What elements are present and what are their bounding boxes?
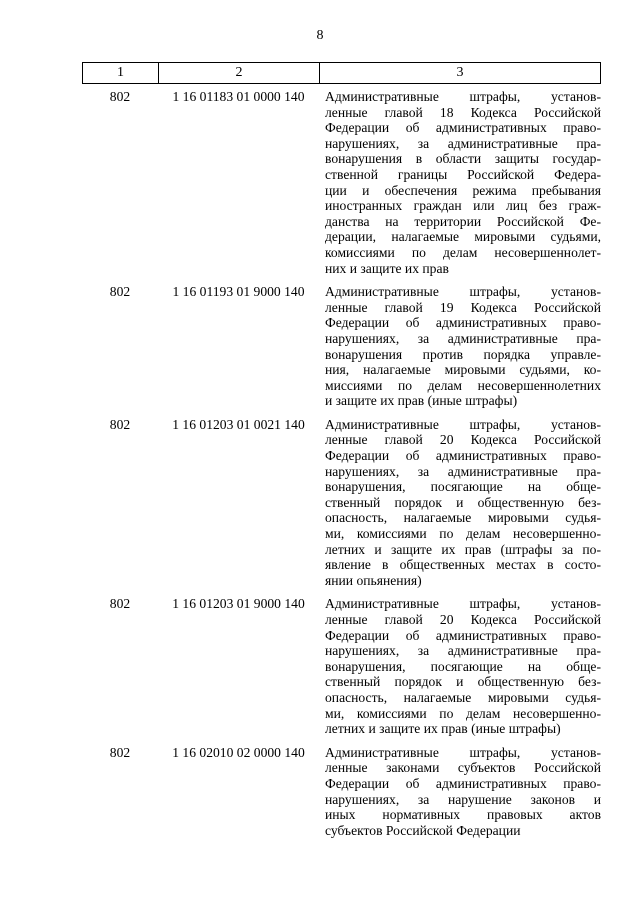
cell-code: 802: [109, 89, 131, 104]
description-line: дерации, налагаемые мировыми судьями,: [325, 229, 601, 245]
cell-kbk: 1 16 01183 01 0000 140: [172, 89, 305, 104]
description-line: вонарушения в области защиты государ-: [325, 151, 601, 167]
description-line: опасность, налагаемые мировыми судья-: [325, 689, 601, 705]
description-line: летних и защите их прав (штрафы за по-: [325, 541, 601, 557]
description-line: нарушениях, за нарушение законов и: [325, 791, 601, 807]
table-row: [82, 417, 601, 589]
description-line: вонарушения, посягающие на обще-: [325, 479, 601, 495]
description-line: вонарушения, посягающие на обще-: [325, 658, 601, 674]
cell-code: 802: [109, 596, 131, 612]
description-line: субъектов Российской Федерации: [325, 822, 521, 838]
cell-kbk: 1 16 01193 01 9000 140: [172, 284, 305, 300]
description-line: нарушениях, за административные пра-: [325, 135, 601, 151]
description-line: нарушениях, за административные пра-: [325, 330, 601, 346]
page-number: 8: [316, 28, 324, 43]
description-line: ленные главой 20 Кодекса Российской: [325, 432, 601, 448]
cell-kbk: 1 16 01203 01 9000 140: [172, 596, 305, 612]
description-line: Административные штрафы, установ-: [325, 596, 601, 612]
description-line: ми, комиссиями по делам несовершенно-: [325, 705, 601, 721]
description-line: иных нормативных правовых актов: [325, 807, 601, 823]
table-row: [82, 745, 601, 839]
description-line: ния, налагаемые мировыми судьями, ко-: [325, 362, 601, 378]
description-line: Федерации об административных право-: [325, 120, 601, 136]
description-line: комиссиями по делам несовершеннолет-: [325, 244, 601, 260]
description-line: нарушениях, за административные пра-: [325, 463, 601, 479]
description-line: Федерации об административных право-: [325, 627, 601, 643]
table-row: [82, 284, 601, 409]
table-header: [82, 62, 601, 84]
description-line: миссиями по делам несовершеннолетних: [325, 377, 601, 393]
description-line: летних и защите их прав (иные штрафы): [325, 721, 561, 737]
cell-code: 802: [109, 416, 131, 432]
cell-kbk: 1 16 01203 01 0021 140: [172, 416, 305, 432]
description-line: явление в общественных местах в состо-: [325, 557, 601, 573]
cell-code: 802: [109, 284, 131, 300]
description-line: Административные штрафы, установ-: [325, 744, 601, 760]
description-line: нарушениях, за административные пра-: [325, 643, 601, 659]
cell-description: [319, 596, 601, 736]
header-col-2: 2: [159, 63, 320, 83]
cell-code: 802: [109, 744, 131, 760]
cell-description: [319, 417, 601, 589]
description-line: вонарушения против порядка управле-: [325, 346, 601, 362]
description-line: них и защите их прав: [325, 260, 449, 276]
description-line: Административные штрафы, установ-: [325, 416, 601, 432]
description-line: Административные штрафы, установ-: [325, 89, 601, 104]
cell-kbk: 1 16 02010 02 0000 140: [172, 744, 305, 760]
description-line: ции и обеспечения режима пребывания: [325, 182, 601, 198]
description-line: Федерации об административных право-: [325, 448, 601, 464]
header-col-1: 1: [83, 63, 159, 83]
table-row: [82, 89, 601, 276]
table-row: [82, 596, 601, 736]
description-line: янии опьянения): [325, 572, 422, 588]
header-col-3: 3: [456, 65, 464, 80]
description-line: ленные главой 19 Кодекса Российской: [325, 299, 601, 315]
description-line: ственный порядок и общественную без-: [325, 494, 601, 510]
cell-description: [319, 89, 601, 276]
description-line: ленные главой 20 Кодекса Российской: [325, 612, 601, 627]
description-line: ленные главой 18 Кодекса Российской: [325, 104, 601, 120]
description-line: ми, комиссиями по делам несовершенно-: [325, 526, 601, 542]
description-line: ственной границы Российской Федера-: [325, 166, 601, 182]
description-line: Федерации об административных право-: [325, 315, 601, 331]
cell-description: [319, 284, 601, 409]
cell-description: [319, 745, 601, 839]
description-line: ственный порядок и общественную без-: [325, 674, 601, 690]
description-line: данства на территории Российской Фе-: [325, 213, 601, 229]
description-line: и защите их прав (иные штрафы): [325, 393, 518, 409]
description-line: опасность, налагаемые мировыми судья-: [325, 510, 601, 526]
description-line: Федерации об административных право-: [325, 775, 601, 791]
table-body: [82, 89, 601, 846]
description-line: иностранных граждан или лиц без граж-: [325, 198, 601, 214]
description-line: Административные штрафы, установ-: [325, 284, 601, 300]
description-line: ленные законами субъектов Российской: [325, 760, 601, 776]
